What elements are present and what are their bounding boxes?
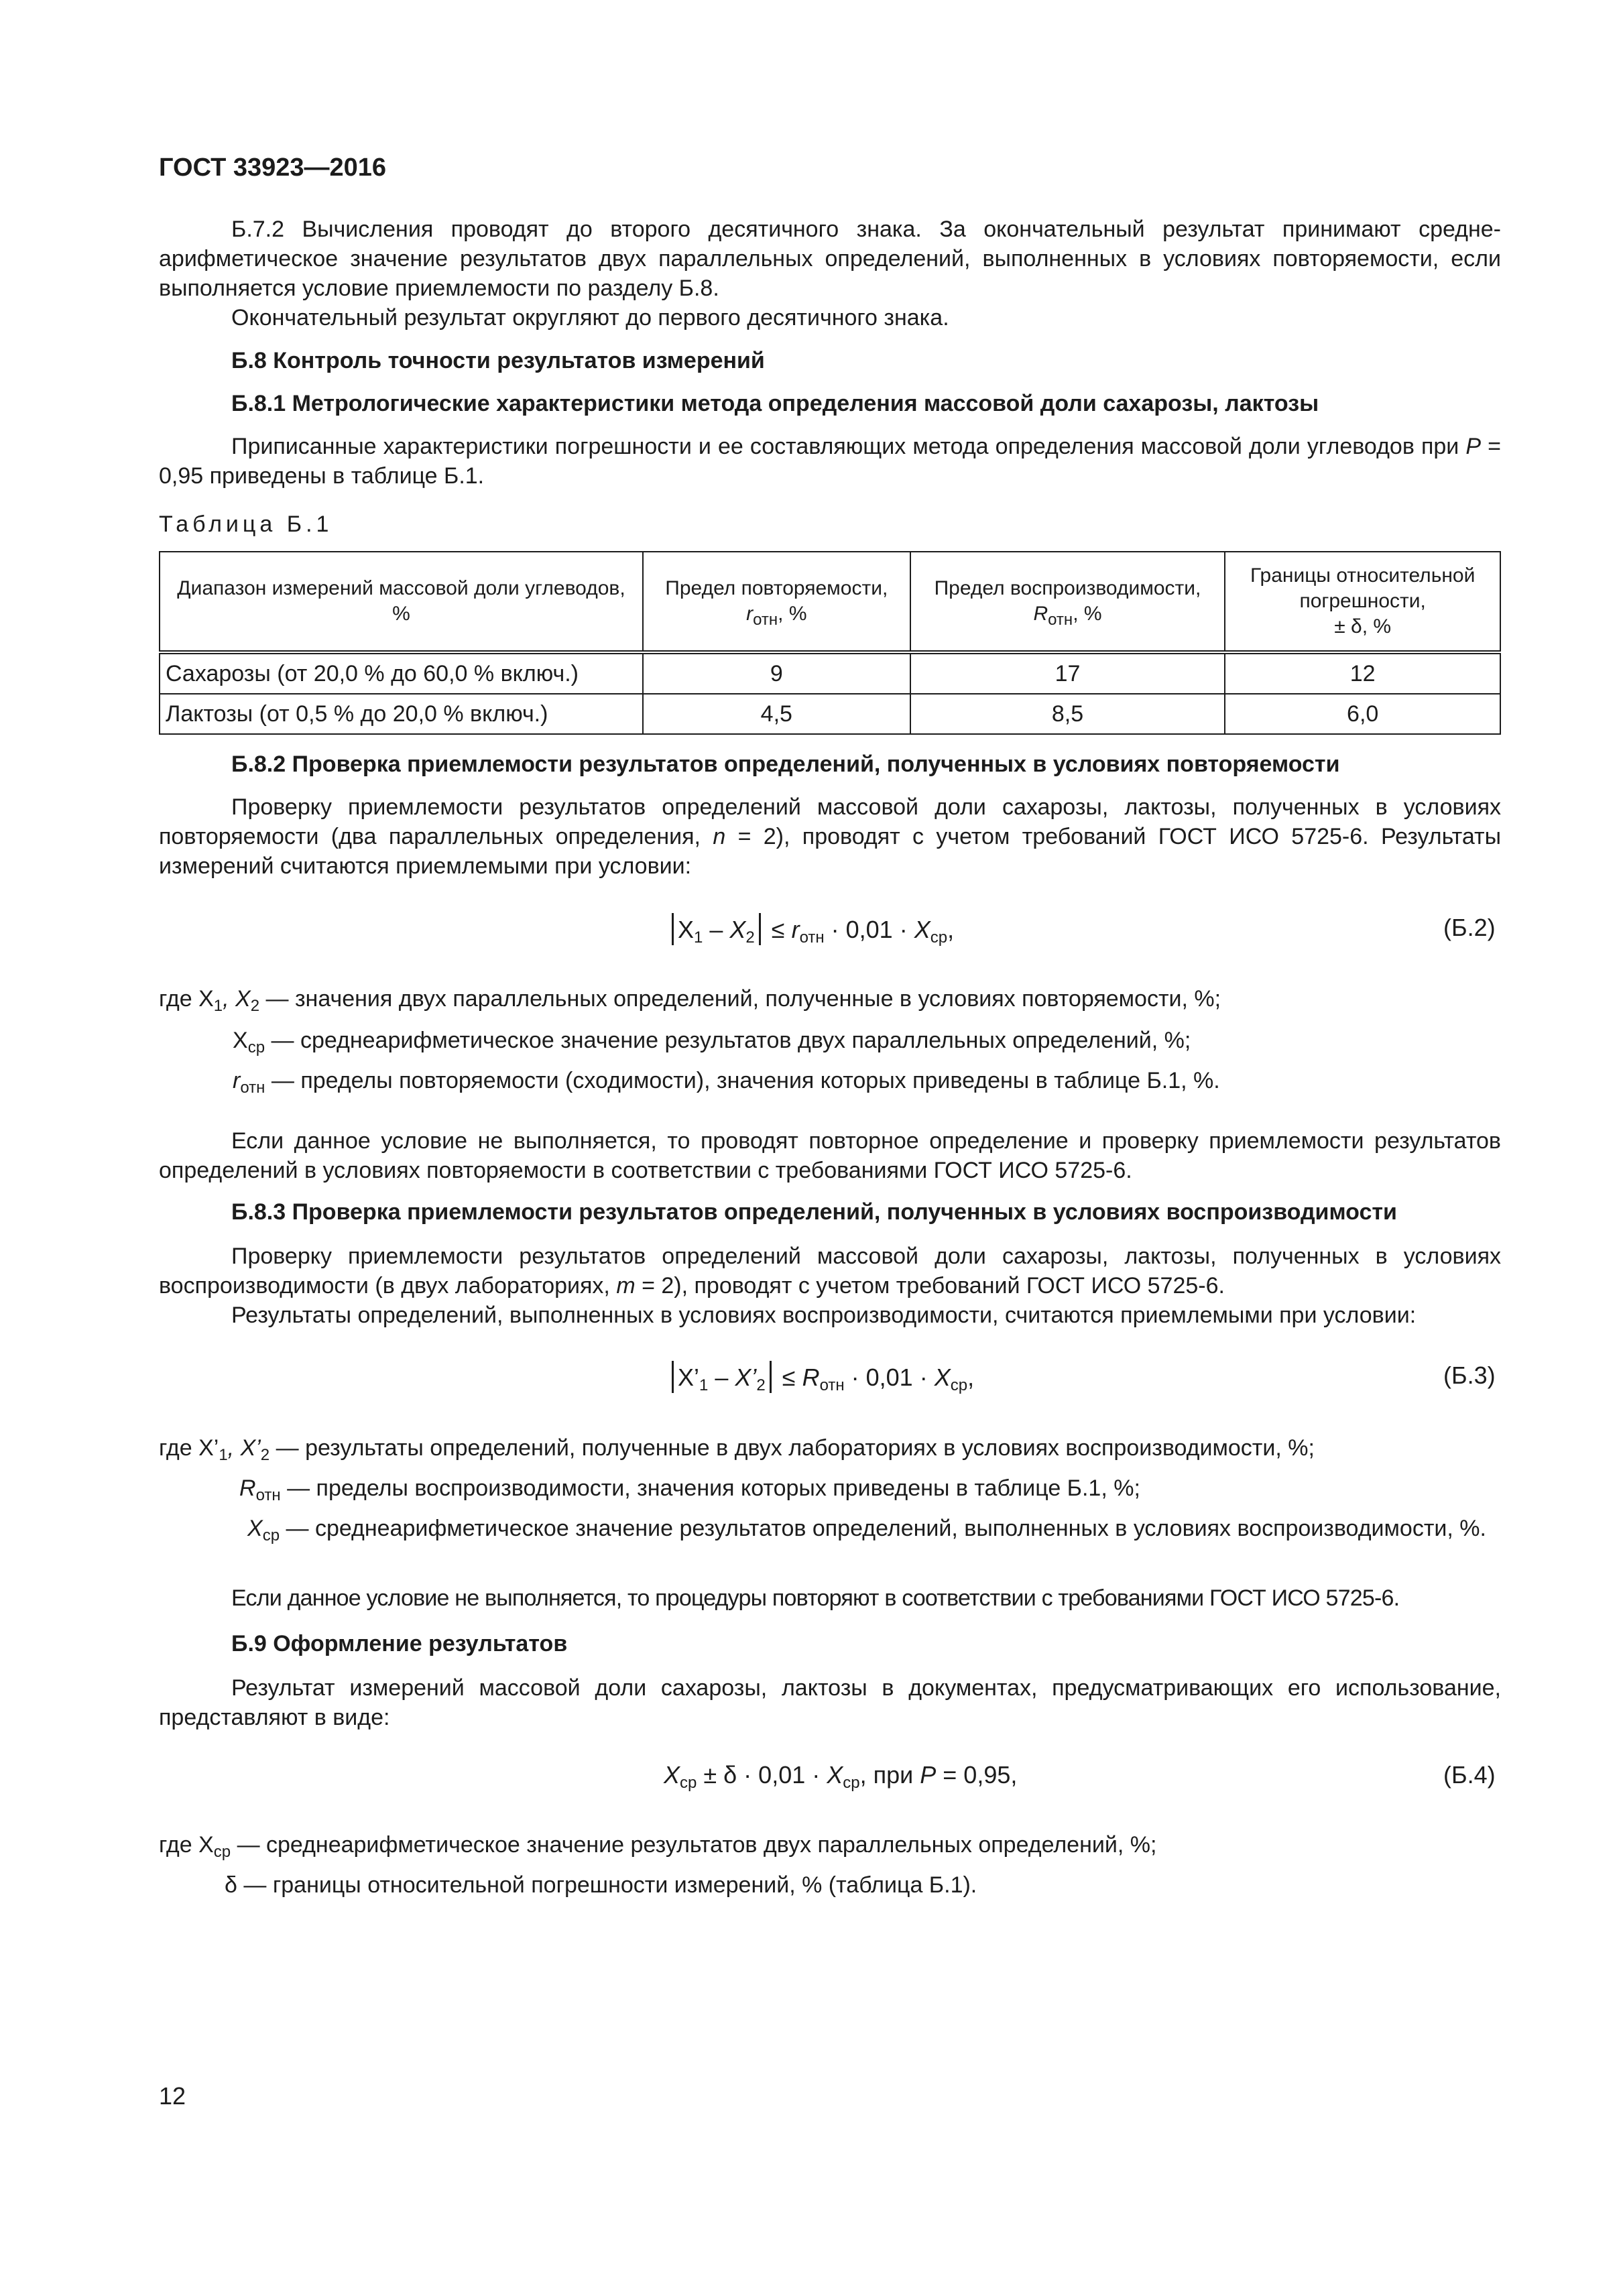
table-cell-range: Лактозы (от 0,5 % до 20,0 % включ.) [160,694,643,734]
table-cell-r: 9 [643,652,910,694]
formula-b3: $X’_1$ – $X’_2 \le R_{отн} \cdot 0,01 \cdot X_{ср}$, [668,1361,974,1393]
paragraph-b83: Проверку приемлемости результатов определений массовой доли сахарозы, лактозы, полученных в условиях воспроизводимости (в двух лабораториях, m = 2), проводят с учетом требований ГОСТ ИСО 5725-6. [159,1244,1501,1298]
section-title-b8: Б.8 Контроль точности результатов измерений [231,348,765,373]
definition-x1p-x2p: где $X’_1$, $X’_2$ — результаты определений, полученные в двух лабораториях в условиях воспроизводимости, %; [159,1435,1315,1464]
table-cell-r: 4,5 [643,694,910,734]
paragraph-b72-final: Окончательный результат округляют до первого десятичного знака. [231,305,949,330]
section-title-b81: Б.8.1 Метрологические характеристики метода определения массовой доли сахарозы, лактозы [231,391,1319,416]
equation-number-b3: (Б.3) [1443,1362,1496,1389]
document-header: ГОСТ 33923—2016 [159,154,387,182]
table-header-range: Диапазон измерений массовой доли углеводов, % [160,552,643,652]
definition-xcp-b4: где $X_{ср}$ — среднеарифметическое значение результатов двух параллельных определений, %; [159,1832,1157,1861]
paragraph-b9: Результат измерений массовой доли сахарозы, лактозы в документах, предусматривающих его использование, представляют в виде: [159,1675,1501,1730]
table-cell-delta: 12 [1225,652,1500,694]
section-title-b83: Б.8.3 Проверка приемлемости результатов определений, полученных в условиях воспроизводимости [231,1199,1397,1225]
definition-xcp: $X_{ср}$ — среднеарифметическое значение результатов двух параллельных определений, %; [233,1028,1191,1056]
paragraph-b82-after: Если данное условие не выполняется, то проводят повторное определение и проверку приемлемости результатов определений в условиях повторяемости в соответствии с требованиями ГОСТ ИСО 5725-6. [159,1128,1501,1183]
paragraph-b72: Б.7.2 Вычисления проводят до второго десятичного знака. За окончательный результат принимают среднеарифметическое значение результатов двух параллельных определений, выполненных в условиях повторяемости, если выполняется условие приемлемости по разделу Б.8. [159,217,1501,301]
definition-r-otn: $r_{отн}$ — пределы повторяемости (сходимости), значения которых приведены в таблице Б.1, %. [233,1068,1220,1097]
table-header-error-limits: Границы относительной погрешности, ± δ, % [1225,552,1500,652]
paragraph-b83-after: Если данное условие не выполняется, то процедуры повторяют в соответствии с требованиями ГОСТ ИСО 5725-6. [231,1585,1400,1611]
paragraph-b83-condition: Результаты определений, выполненных в условиях воспроизводимости, считаются приемлемыми при условии: [231,1303,1417,1328]
table-row [160,694,1500,734]
table-caption: Таблица Б.1 [159,511,333,537]
paragraph-b82: Проверку приемлемости результатов определений массовой доли сахарозы, лактозы, полученных в условиях повторяемости (два параллельных определения, n = 2), проводят с учетом требований ГОСТ ИСО 5725-6. Результаты измерений считаются приемлемыми при условии: [159,794,1502,879]
table-header-repeatability: Предел повторяемости, $r_{отн}$, % [643,552,910,652]
equation-number-b4: (Б.4) [1443,1761,1496,1789]
page-number: 12 [159,2082,186,2110]
paragraph-b81: Приписанные характеристики погрешности и ее составляющих метода определения массовой доли углеводов при P = 0,95 приведены в таблице Б.1. [159,434,1501,489]
table-b1 [159,551,1501,735]
equation-number-b2: (Б.2) [1443,914,1496,941]
table-cell-R: 17 [910,652,1225,694]
definition-delta: δ — границы относительной погрешности измерений, % (таблица Б.1). [225,1872,977,1898]
formula-b4: $X_{ср} \pm \delta \cdot 0,01 \cdot X_{ср}$, при P = 0,95, [664,1761,1018,1792]
table-cell-range: Сахарозы (от 20,0 % до 60,0 % включ.) [160,652,643,694]
table-header-row [160,552,1500,652]
table-cell-delta: 6,0 [1225,694,1500,734]
section-title-b9: Б.9 Оформление результатов [231,1631,568,1656]
section-title-b82: Б.8.2 Проверка приемлемости результатов определений, полученных в условиях повторяемости [231,751,1340,777]
table-header-reproducibility: Предел воспроизводимости, $R_{отн}$, % [910,552,1225,652]
definition-x1-x2: где $X_1$, $X_2$ — значения двух параллельных определений, полученные в условиях повторяемости, %; [159,986,1221,1015]
table-row [160,652,1500,694]
definition-R-otn: $R_{отн}$ — пределы воспроизводимости, значения которых приведены в таблице Б.1, %; [239,1475,1140,1504]
definition-xcp-b3: $X_{ср}$ — среднеарифметическое значение результатов определений, выполненных в условиях воспроизводимости, %. [247,1516,1486,1545]
table-cell-R: 8,5 [910,694,1225,734]
formula-b2: $X_1 - X_2 \le r_{отн} \cdot 0,01 \cdot X_{ср}$, [668,913,954,945]
